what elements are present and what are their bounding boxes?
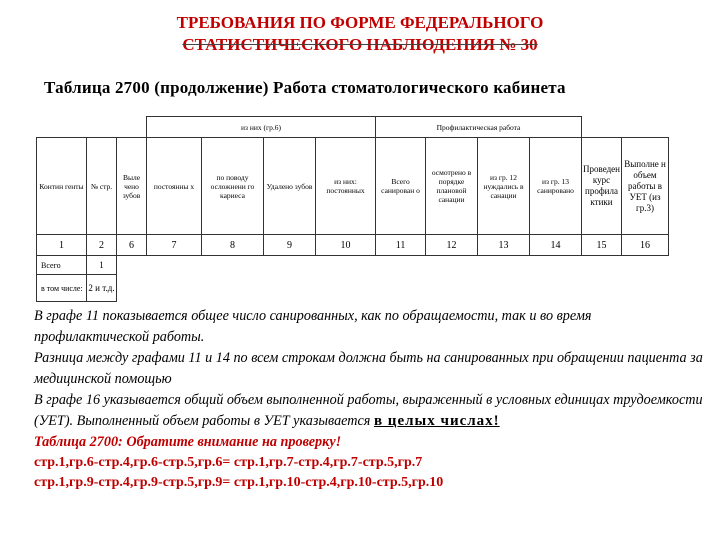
table-row: [37, 256, 669, 275]
row-label-vtom: в том числе:: [37, 275, 87, 302]
row-number: 2 и т.д.: [87, 275, 117, 302]
col-number: 12: [426, 235, 478, 256]
form-table: [36, 116, 669, 302]
col-header-iz-gr12: из гр. 12 нуждались в санации: [478, 138, 530, 235]
col-number: 1: [37, 235, 87, 256]
col-header-kontingenty: Контин генты: [37, 138, 87, 235]
col-header-vypolnen: Выполне н объем работы в УЕТ (из гр.3): [622, 138, 669, 235]
col-number: 13: [478, 235, 530, 256]
paragraph-difference: Разница между графами 11 и 14 по всем строкам должна быть на санированных при обращении пациента за медицинской помощью: [34, 350, 703, 387]
row-label-vsego: Всего: [37, 256, 87, 275]
col-number: 7: [147, 235, 202, 256]
check-formulas: [34, 453, 704, 493]
page-title: [0, 12, 720, 56]
group-header-prof: Профилактическая работа: [376, 117, 582, 138]
col-header-iz-gr13: из гр. 13 санировано: [530, 138, 582, 235]
col-header-postoyannyh: постоянны х: [147, 138, 202, 235]
col-number: 9: [264, 235, 316, 256]
check-formula-line: стр.1,гр.6-стр.4,гр.6-стр.5,гр.6= стр.1,гр.7-стр.4,гр.7-стр.5,гр.7: [34, 455, 423, 470]
col-header-iz-nih-post: из них: постоянных: [316, 138, 376, 235]
table-row: [37, 275, 669, 302]
group-header-iz-nih: из них (гр.6): [147, 117, 376, 138]
col-number: 6: [117, 235, 147, 256]
paragraph-col11: В графе 11 показывается общее число санированных, как по обращаемости, так и во время профилактической работы.: [34, 308, 592, 345]
check-heading: Таблица 2700: Обратите внимание на проверку!: [34, 434, 342, 450]
col-number: 16: [622, 235, 669, 256]
col-number: 11: [376, 235, 426, 256]
title-line-2: СТАТИСТИЧЕСКОГО НАБЛЮДЕНИЯ № 30: [182, 35, 538, 54]
table-caption: Таблица 2700 (продолжение) Работа стоматологического кабинета: [44, 78, 566, 97]
col-header-vylecheno: Выле чено зубов: [117, 138, 147, 235]
col-header-vsego-san: Всего санирован о: [376, 138, 426, 235]
col-number: 15: [582, 235, 622, 256]
col-number: 14: [530, 235, 582, 256]
paragraph-col16: В графе 16 указывается общий объем выполненной работы, выраженный в условных единицах трудоемкости (УЕТ). Выполненный объем работы в УЕТ указывается в целых числах!: [34, 392, 703, 429]
col-header-po-povodu: по поводу осложнени го кариеса: [202, 138, 264, 235]
col-header-nstr: № стр.: [87, 138, 117, 235]
row-number: 1: [87, 256, 117, 275]
col-header-osmotreno: осмотрено в порядке плановой санации: [426, 138, 478, 235]
emphasis-whole-numbers: в целых числах!: [373, 413, 500, 429]
check-formula-line: стр.1,гр.9-стр.4,гр.9-стр.5,гр.9= стр.1,гр.10-стр.4,гр.10-стр.5,гр.10: [34, 475, 444, 490]
col-number: 8: [202, 235, 264, 256]
col-number: 10: [316, 235, 376, 256]
col-number: 2: [87, 235, 117, 256]
col-header-proveden: Проведен курс профила ктики: [582, 138, 622, 235]
col-header-udaleno: Удалено зубов: [264, 138, 316, 235]
explanation-text: [34, 306, 704, 493]
column-numbers-row: [37, 235, 669, 256]
title-line-1: ТРЕБОВАНИЯ ПО ФОРМЕ ФЕДЕРАЛЬНОГО: [176, 13, 544, 32]
